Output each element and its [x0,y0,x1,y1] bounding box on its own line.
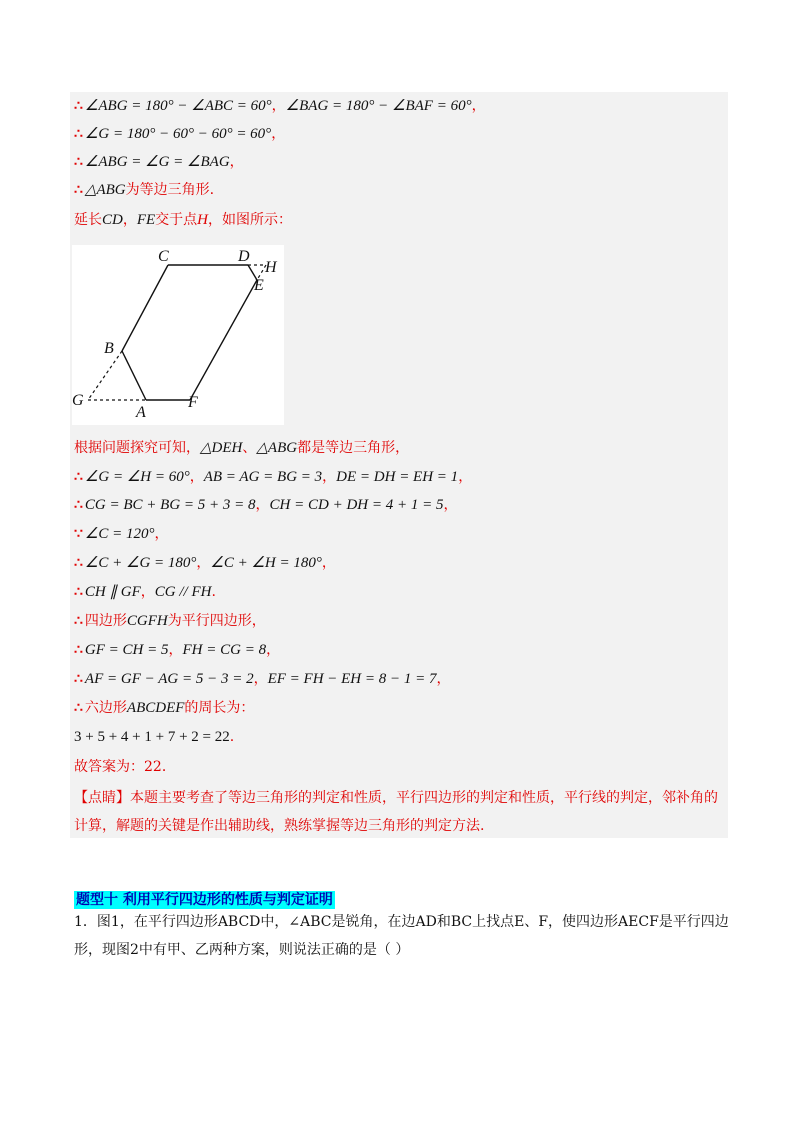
label-b: B [104,340,114,357]
aux-bg [88,351,122,400]
hexagon-figure [72,245,284,425]
step-line-11 [74,582,216,602]
step-text: 的周长为： [184,700,255,716]
math-expr: △DEH [200,440,243,456]
step-line-2 [74,124,285,144]
math-expr: AF = GF − AG = 5 − 3 = 2 [84,671,254,687]
separator: ， [471,98,486,114]
separator: 、 [242,440,257,456]
separator: ， [458,469,473,485]
step-line-14 [74,669,451,689]
step-line-6 [74,438,409,458]
math-expr: CG // FH [154,584,212,600]
math-expr: ∠C + ∠H = 180° [210,555,322,571]
separator: ， [266,642,281,658]
math-expr: 3 + 5 + 4 + 1 + 7 + 2 = 22 [74,729,230,745]
math-expr: EF = FH − EH = 8 − 1 = 7 [267,671,437,687]
therefore-symbol: ∴ [74,182,83,198]
step-line-10 [74,553,336,573]
separator: ， [255,497,270,513]
separator: ， [253,671,268,687]
math-expr: CG = BC + BG = 5 + 3 = 8 [84,497,256,513]
question-paragraph: 1．图1，在平行四边形ABCD中，∠ABC是锐角，在边AD和BC上找点E、F，使四边形AECF是平行四边形，现图2中有甲、乙两种方案，则说法正确的是（ ） [74,914,729,958]
math-expr: FE [136,212,156,228]
point-label: H [197,212,209,228]
step-line-13 [74,640,280,660]
edge-ef [190,280,257,400]
separator: . [211,584,216,600]
step-line-4 [74,180,214,200]
therefore-symbol: ∴ [74,555,83,571]
separator: ， [443,497,458,513]
label-h: H [265,259,277,276]
step-line-15 [74,698,254,718]
math-expr: CGFH [126,613,168,629]
separator: ， [322,469,337,485]
step-text: 根据问题探究可知， [74,440,200,456]
math-expr: DE = DH = EH = 1 [336,469,459,485]
separator: ， [321,555,336,571]
step-text: 都是等边三角形， [297,440,410,456]
step-text: ，如图所示： [208,212,293,228]
math-expr: CD [102,212,123,228]
math-expr: AB = AG = BG = 3 [203,469,323,485]
separator: ， [154,526,169,542]
step-text: 为等边三角形. [125,182,215,198]
math-expr: CH = CD + DH = 4 + 1 = 5 [269,497,444,513]
therefore-symbol: ∴ [74,642,83,658]
therefore-symbol: ∴ [74,98,83,114]
separator: ， [189,469,204,485]
separator: ， [168,642,183,658]
therefore-symbol: ∴ [74,126,83,142]
step-line-3 [74,152,244,172]
math-expr: CH ∥ GF [84,584,141,600]
math-expr: ∠C + ∠G = 180° [84,555,197,571]
separator: ， [271,126,286,142]
label-f: F [188,394,198,411]
separator: ， [436,671,451,687]
answer-text: 故答案为：22． [74,759,176,775]
because-symbol: ∵ [74,526,83,542]
label-g: G [72,392,84,409]
answer-line [74,757,176,777]
math-expr: △ABG [84,182,126,198]
step-line-16 [74,727,234,747]
therefore-symbol: ∴ [74,671,83,687]
label-d: D [238,248,250,265]
math-expr: GF = CH = 5 [84,642,169,658]
edge-ab [122,351,146,400]
math-expr: ∠ABG = 180° − ∠ABC = 60° [84,98,272,114]
separator: ， [271,98,286,114]
step-text: 为平行四边形， [167,613,266,629]
separator: ， [122,212,137,228]
hexagon-diagram [72,245,284,425]
math-expr: △ABG [256,440,298,456]
comment-paragraph: 【点睛】本题主要考查了等边三角形的判定和性质，平行四边形的判定和性质，平行线的判定，邻补角的计算，解题的关键是作出辅助线，熟练掌握等边三角形的判定方法. [74,790,718,834]
therefore-symbol: ∴ [74,469,83,485]
label-c: C [158,248,169,265]
math-expr: FH = CG = 8 [182,642,267,658]
math-expr: ∠C = 120° [84,526,155,542]
math-expr: ∠BAG = 180° − ∠BAF = 60° [285,98,472,114]
label-e: E [254,277,264,294]
math-expr: ∠G = 180° − 60° − 60° = 60° [84,126,272,142]
math-expr: ∠ABG = ∠G = ∠BAG [84,154,230,170]
therefore-symbol: ∴ [74,613,83,629]
math-expr: ∠G = ∠H = 60° [84,469,190,485]
step-text: 交于点 [155,212,198,228]
step-text: 延长 [74,212,102,228]
separator: ， [229,154,244,170]
therefore-symbol: ∴ [74,154,83,170]
step-line-7 [74,467,472,487]
step-line-5 [74,210,292,230]
separator: ， [196,555,211,571]
step-text: 六边形 [84,700,127,716]
math-expr: ABCDEF [126,700,185,716]
step-line-12 [74,611,266,631]
therefore-symbol: ∴ [74,584,83,600]
step-line-9 [74,524,169,544]
step-line-8 [74,495,458,515]
therefore-symbol: ∴ [74,497,83,513]
step-text: 四边形 [84,613,127,629]
section-heading: 题型十 利用平行四边形的性质与判定证明 [76,892,333,908]
therefore-symbol: ∴ [74,700,83,716]
step-line-1 [74,96,486,116]
label-a: A [136,404,146,421]
separator: . [229,729,235,745]
separator: ， [140,584,155,600]
edge-bc [122,265,168,351]
